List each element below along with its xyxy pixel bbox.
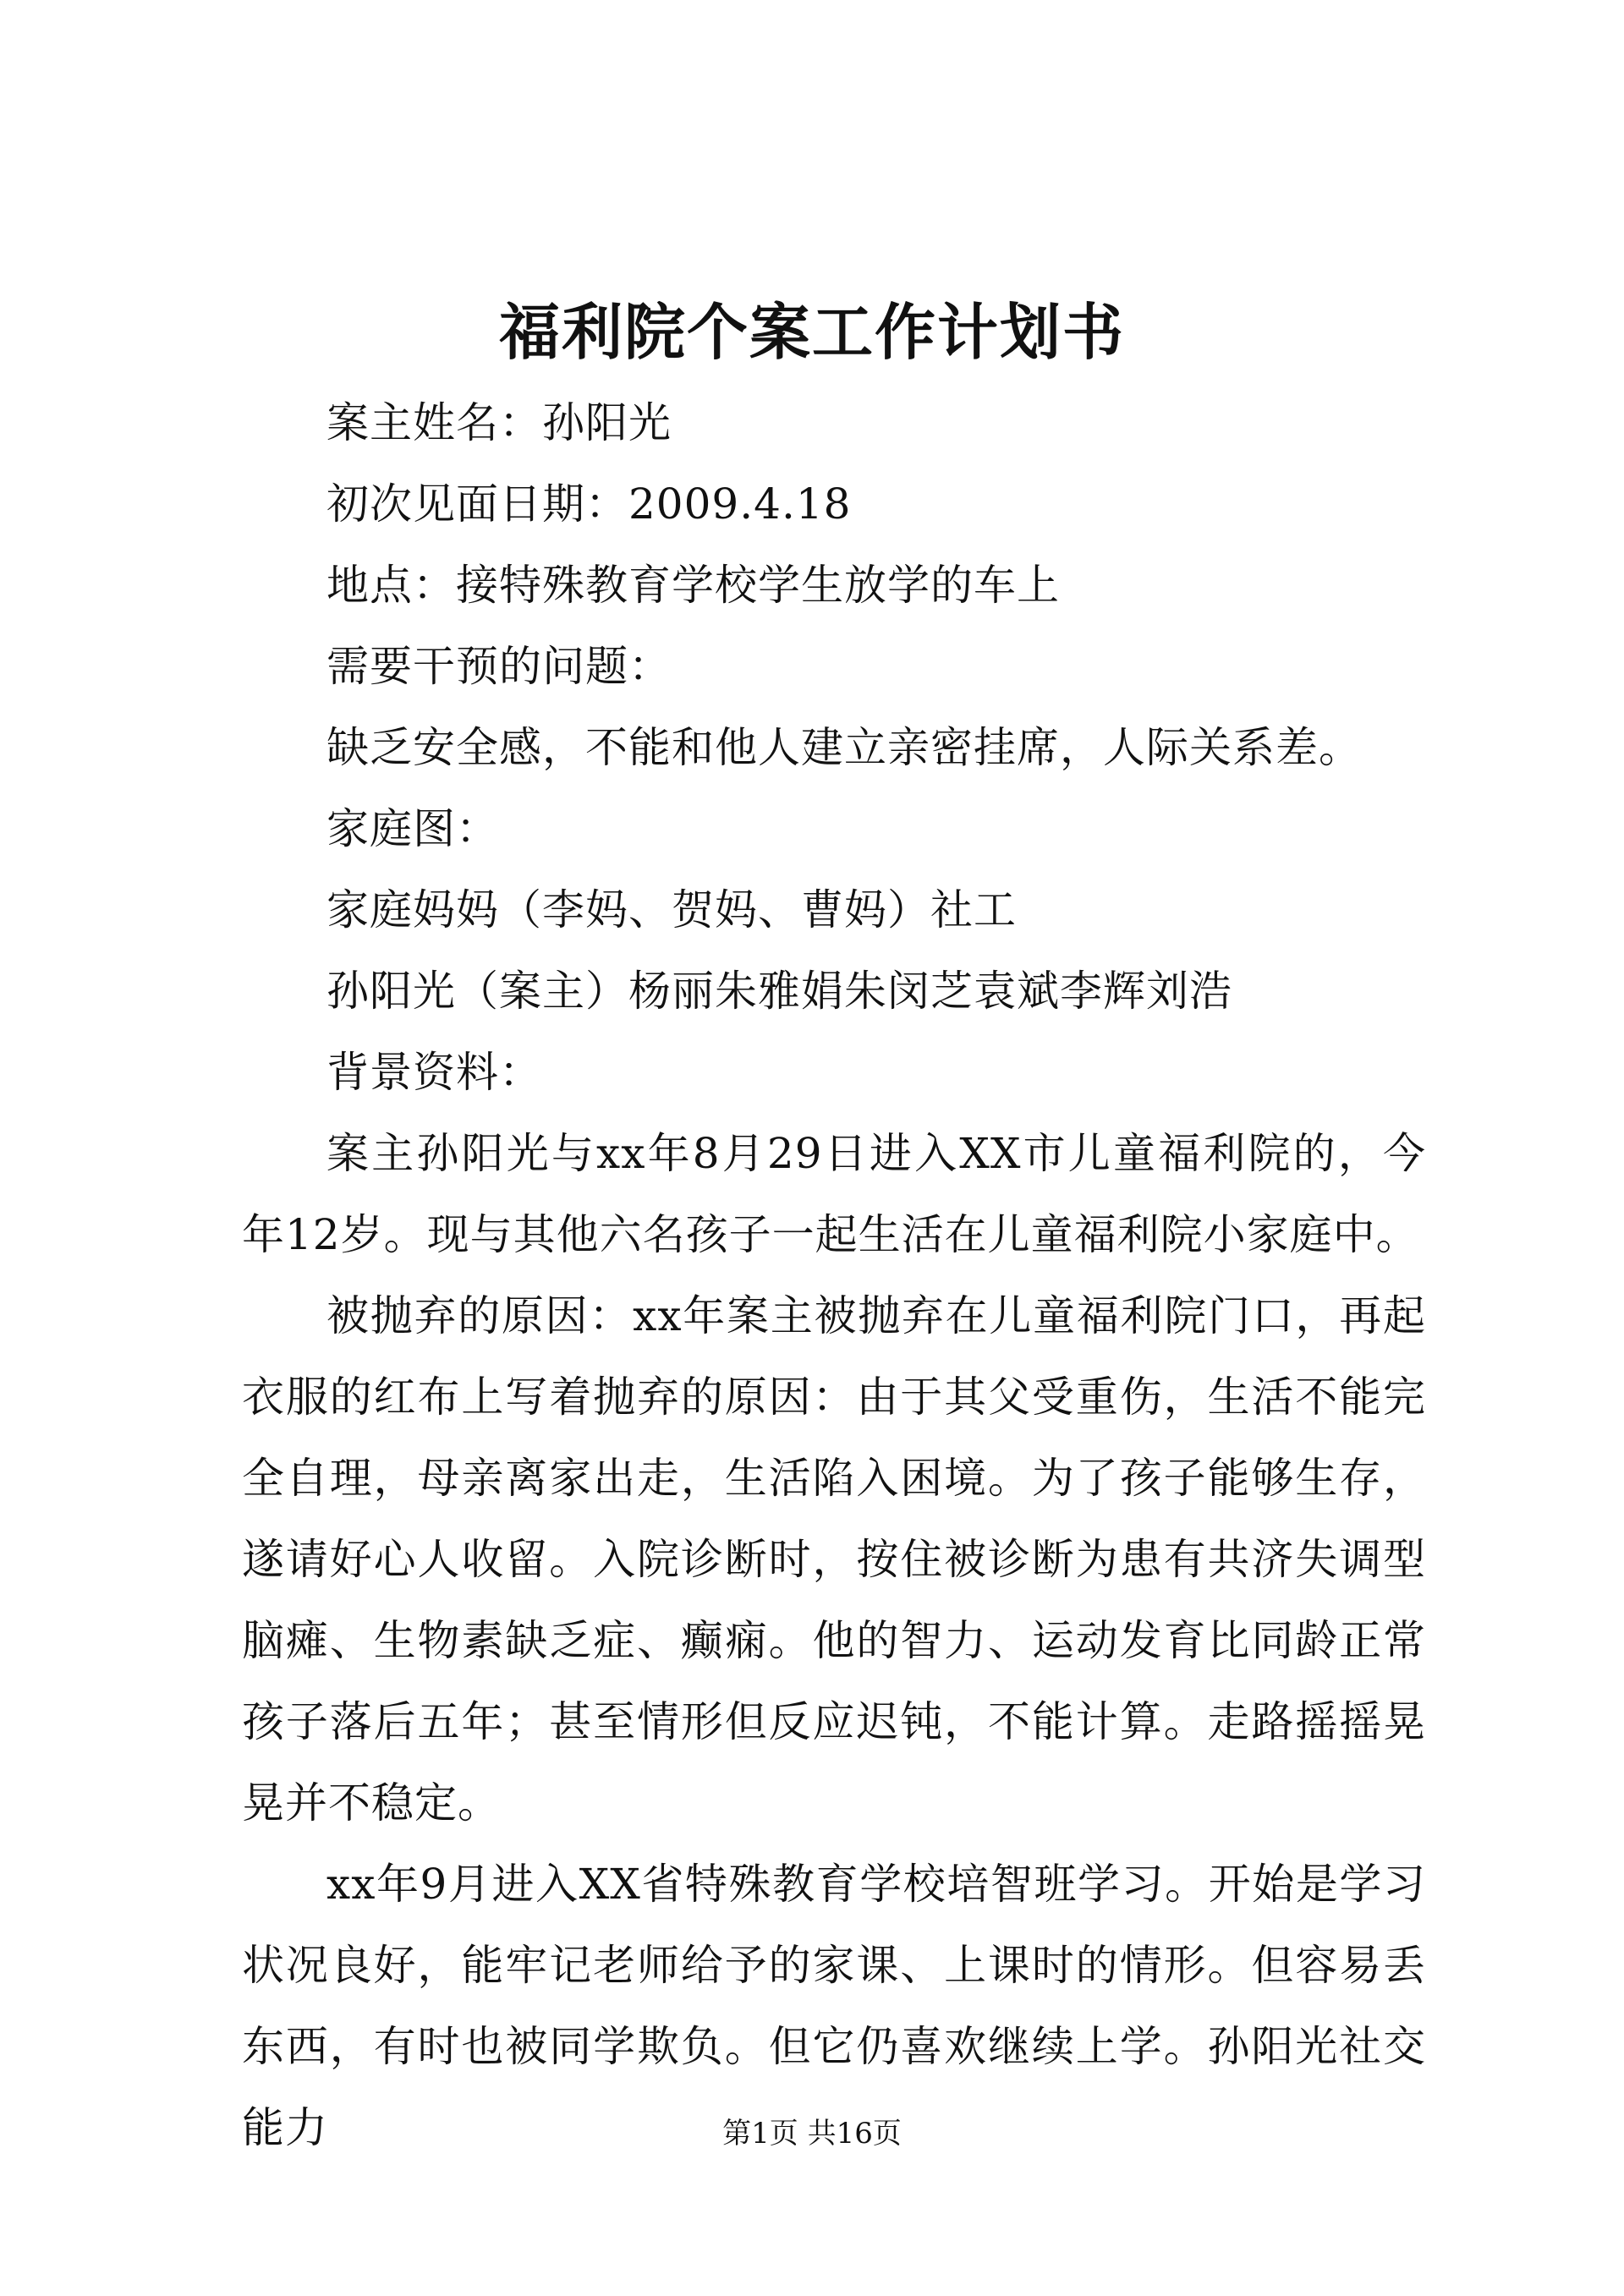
paragraph-background: 案主孙阳光与xx年8月29日进入XX市儿童福利院的，今年12岁。现与其他六名孩子一起生活在儿童福利院小家庭中。 (242, 1129, 1426, 1259)
paragraph-background-heading: 背景资料： (326, 1048, 542, 1097)
paragraph-schooling: xx年9月进入XX省特殊教育学校培智班学习。开始是学习状况良好，能牢记老师给予的家课、上课时的情形。但容易丢东西，有时也被同学欺负。但它仍喜欢继续上学。孙阳光社交能力 (242, 1860, 1426, 2152)
paragraph-family-parents: 家庭妈妈（李妈、贺妈、曹妈）社工 (326, 885, 1017, 934)
paragraph-issues-heading: 需要干预的问题： (326, 642, 672, 691)
paragraph-abandonment: 被抛弃的原因：xx年案主被抛弃在儿童福利院门口，再起衣服的红布上写着抛弃的原因：由于其父受重伤，生活不能完全自理，母亲离家出走，生活陷入困境。为了孩子能够生存，遂请好心人收留。入院诊断时，按住被诊断为患有共济失调型脑瘫、生物素缺乏症、癫痫。他的智力、运动发育比同龄正常孩子落后五年；甚至情形但反应迟钝，不能计算。走路摇摇晃晃并不稳定。 (242, 1291, 1426, 1827)
paragraph-issues: 缺乏安全感，不能和他人建立亲密挂席，人际关系差。 (326, 723, 1362, 772)
document-title: 福利院个案工作计划书 (498, 296, 1125, 368)
document-body (242, 382, 1426, 2168)
page-footer: 第1页 共16页 (722, 2117, 902, 2151)
paragraph-family-heading: 家庭图： (326, 804, 499, 853)
paragraph-family-children: 孙阳光（案主）杨丽朱雅娟朱闵芝袁斌李辉刘浩 (326, 967, 1232, 1016)
paragraph-client-name: 案主姓名：孙阳光 (326, 398, 672, 447)
paragraph-first-meeting-date: 初次见面日期：2009.4.18 (326, 479, 852, 529)
paragraph-location: 地点：接特殊教育学校学生放学的车上 (326, 561, 1060, 610)
